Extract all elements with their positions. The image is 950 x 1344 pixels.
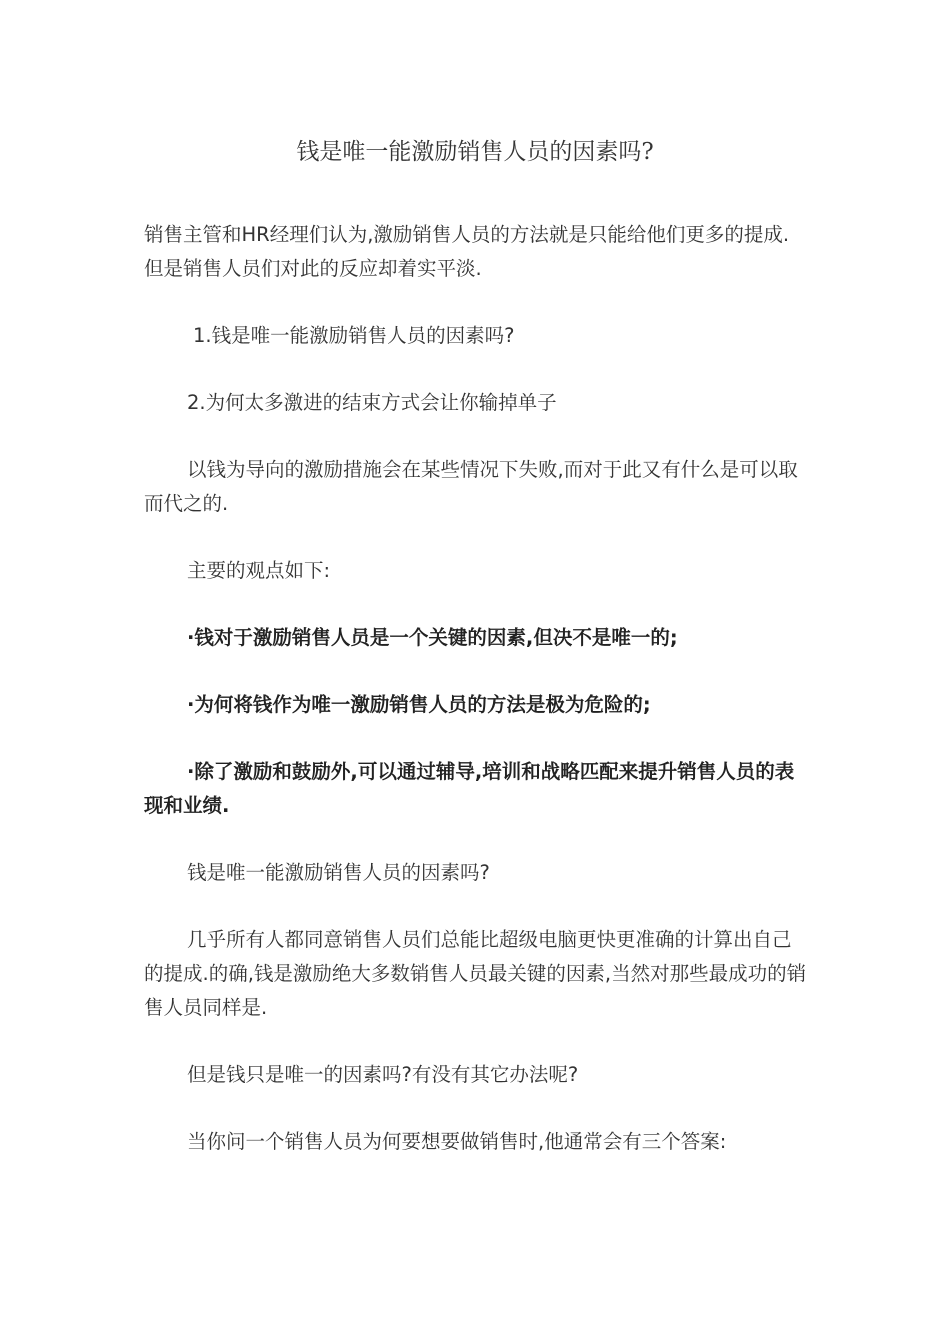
- key-point-2: ·为何将钱作为唯一激励销售人员的方法是极为危险的;: [187, 693, 651, 716]
- section-heading-question: 钱是唯一能激励销售人员的因素吗?: [187, 861, 490, 884]
- paragraph-question-2: 2.为何太多激进的结束方式会让你输掉单子: [187, 391, 557, 414]
- paragraph-intro: 销售主管和HR经理们认为,激励销售人员的方法就是只能给他们更多的提成.但是销售人员们对此的反应却着实平淡.: [144, 223, 790, 280]
- paragraph-money-incentive: 以钱为导向的激励措施会在某些情况下失败,而对于此又有什么是可以取而代之的.: [144, 458, 798, 515]
- paragraph-question-1: 1.钱是唯一能激励销售人员的因素吗?: [193, 324, 515, 347]
- paragraph-three-answers: 当你问一个销售人员为何要想要做销售时,他通常会有三个答案:: [187, 1130, 727, 1153]
- paragraph-other-ways: 但是钱只是唯一的因素吗?有没有其它办法呢?: [187, 1063, 579, 1086]
- paragraph-commission: 几乎所有人都同意销售人员们总能比超级电脑更快更准确的计算出自己的提成.的确,钱是激励绝大多数销售人员最关键的因素,当然对那些最成功的销售人员同样是.: [144, 928, 807, 1019]
- key-point-1: ·钱对于激励销售人员是一个关键的因素,但决不是唯一的;: [187, 626, 678, 649]
- key-point-3: ·除了激励和鼓励外,可以通过辅导,培训和战略匹配来提升销售人员的表现和业绩.: [144, 760, 795, 817]
- paragraph-main-points: 主要的观点如下:: [187, 559, 331, 582]
- document-body: [144, 218, 808, 1192]
- document-title: 钱是唯一能激励销售人员的因素吗?: [296, 139, 654, 165]
